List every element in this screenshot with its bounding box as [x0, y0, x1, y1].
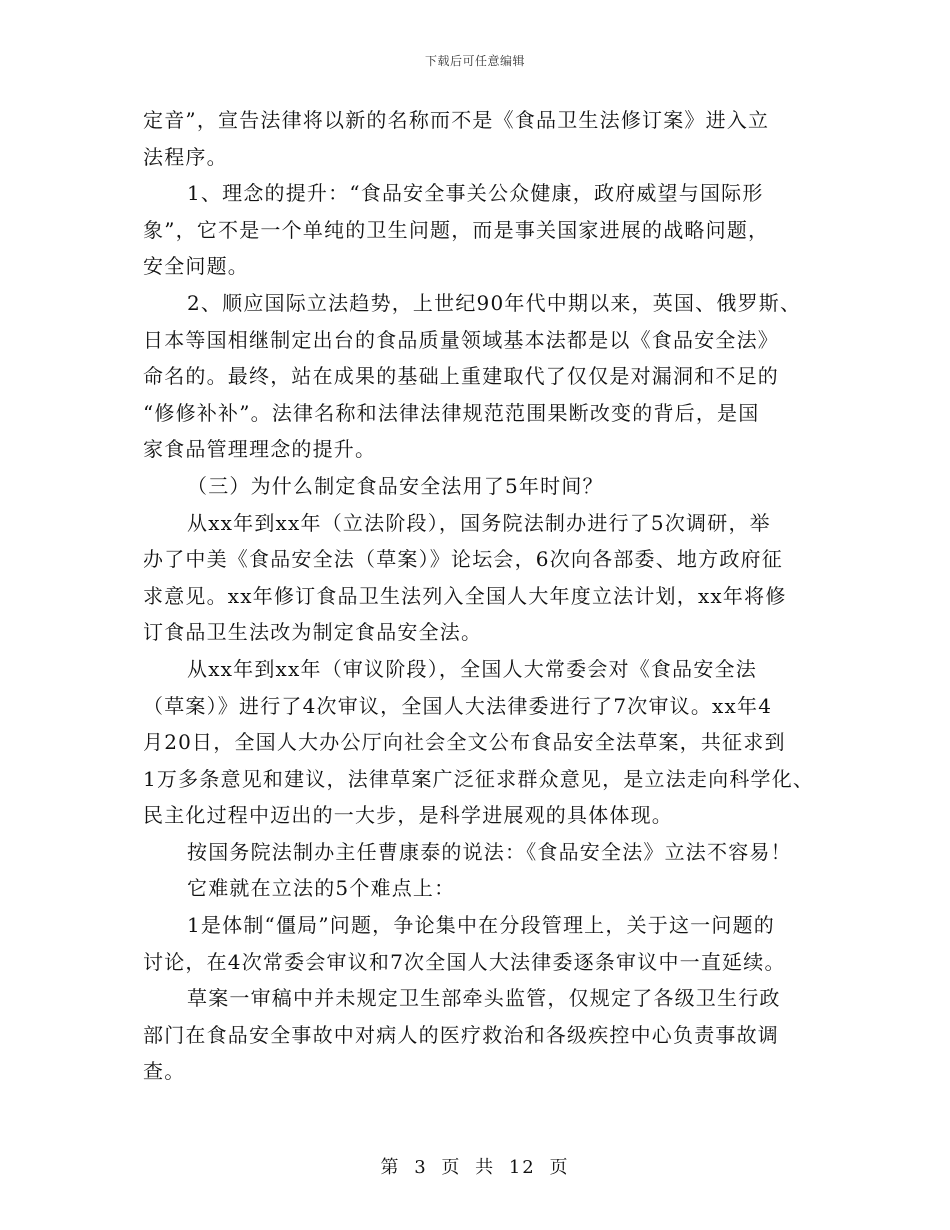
text-line-24: 讨论，在4次常委会审议和7次全国人大法律委逐条审议中一直延续。 — [143, 949, 786, 974]
text-line-19: 1万多条意见和建议，法律草案广泛征求群众意见，是立法走向科学化、 — [143, 766, 815, 791]
text-line-20: 民主化过程中迈出的一大步，是科学进展观的具体体现。 — [143, 803, 673, 828]
text-line-8: 命名的。最终，站在成果的基础上重建取代了仅仅是对漏洞和不足的 — [143, 364, 779, 389]
text-line-3: 1、理念的提升：“食品安全事关公众健康，政府威望与国际形 — [187, 181, 764, 206]
text-line-21: 按国务院法制办主任曹康泰的说法：《食品安全法》立法不容易！ — [187, 839, 792, 864]
section-heading: （三）为什么制定食品安全法用了5年时间？ — [187, 473, 604, 498]
text-line-12: 从xx年到xx年（立法阶段），国务院法制办进行了5次调研，举 — [187, 510, 771, 535]
text-line-1: 定音”，宣告法律将以新的名称而不是《食品卫生法修订案》进入立 — [143, 108, 770, 132]
text-line-25: 草案一审稿中并未规定卫生部牵头监管，仅规定了各级卫生行政 — [187, 986, 781, 1011]
text-line-9: “修修补补”。法律名称和法律法律规范范围果断改变的背后，是国 — [143, 400, 760, 425]
text-line-5: 安全问题。 — [143, 254, 249, 279]
text-line-10: 家食品管理理念的提升。 — [143, 437, 377, 462]
text-line-23: 1是体制“僵局”问题，争论集中在分段管理上，关于这一问题的 — [187, 913, 775, 938]
text-line-27: 查。 — [143, 1059, 186, 1084]
document-body — [143, 102, 823, 1090]
text-line-26: 部门在食品安全事故中对病人的医疗救治和各级疾控中心负责事故调 — [143, 1022, 779, 1047]
text-line-14: 求意见。xx年修订食品卫生法列入全国人大年度立法计划，xx年将修 — [143, 583, 787, 608]
page-number-footer: 第 3 页 共 12 页 — [380, 1157, 570, 1178]
page-header: 下载后可任意编辑 — [424, 54, 525, 68]
text-line-7: 日本等国相继制定出台的食品质量领域基本法都是以《食品安全法》 — [143, 327, 779, 352]
text-line-17: （草案）》进行了4次审议，全国人大法律委进行了7次审议。xx年4 — [143, 693, 773, 718]
text-line-13: 办了中美《食品安全法（草案）》论坛会，6次向各部委、地方政府征 — [143, 547, 783, 572]
text-line-22: 它难就在立法的5个难点上： — [187, 876, 456, 901]
text-line-6: 2、顺应国际立法趋势，上世纪90年代中期以来，英国、俄罗斯、 — [187, 290, 802, 315]
text-line-2: 法程序。 — [143, 144, 228, 169]
text-line-15: 订食品卫生法改为制定食品安全法。 — [143, 620, 483, 645]
text-line-4: 象”，它不是一个单纯的卫生问题，而是事关国家进展的战略问题， — [143, 217, 770, 242]
text-line-18: 月20日，全国人大办公厅向社会全文公布食品安全法草案，共征求到 — [143, 730, 786, 755]
text-line-16: 从xx年到xx年（审议阶段），全国人大常委会对《食品安全法 — [187, 656, 757, 681]
